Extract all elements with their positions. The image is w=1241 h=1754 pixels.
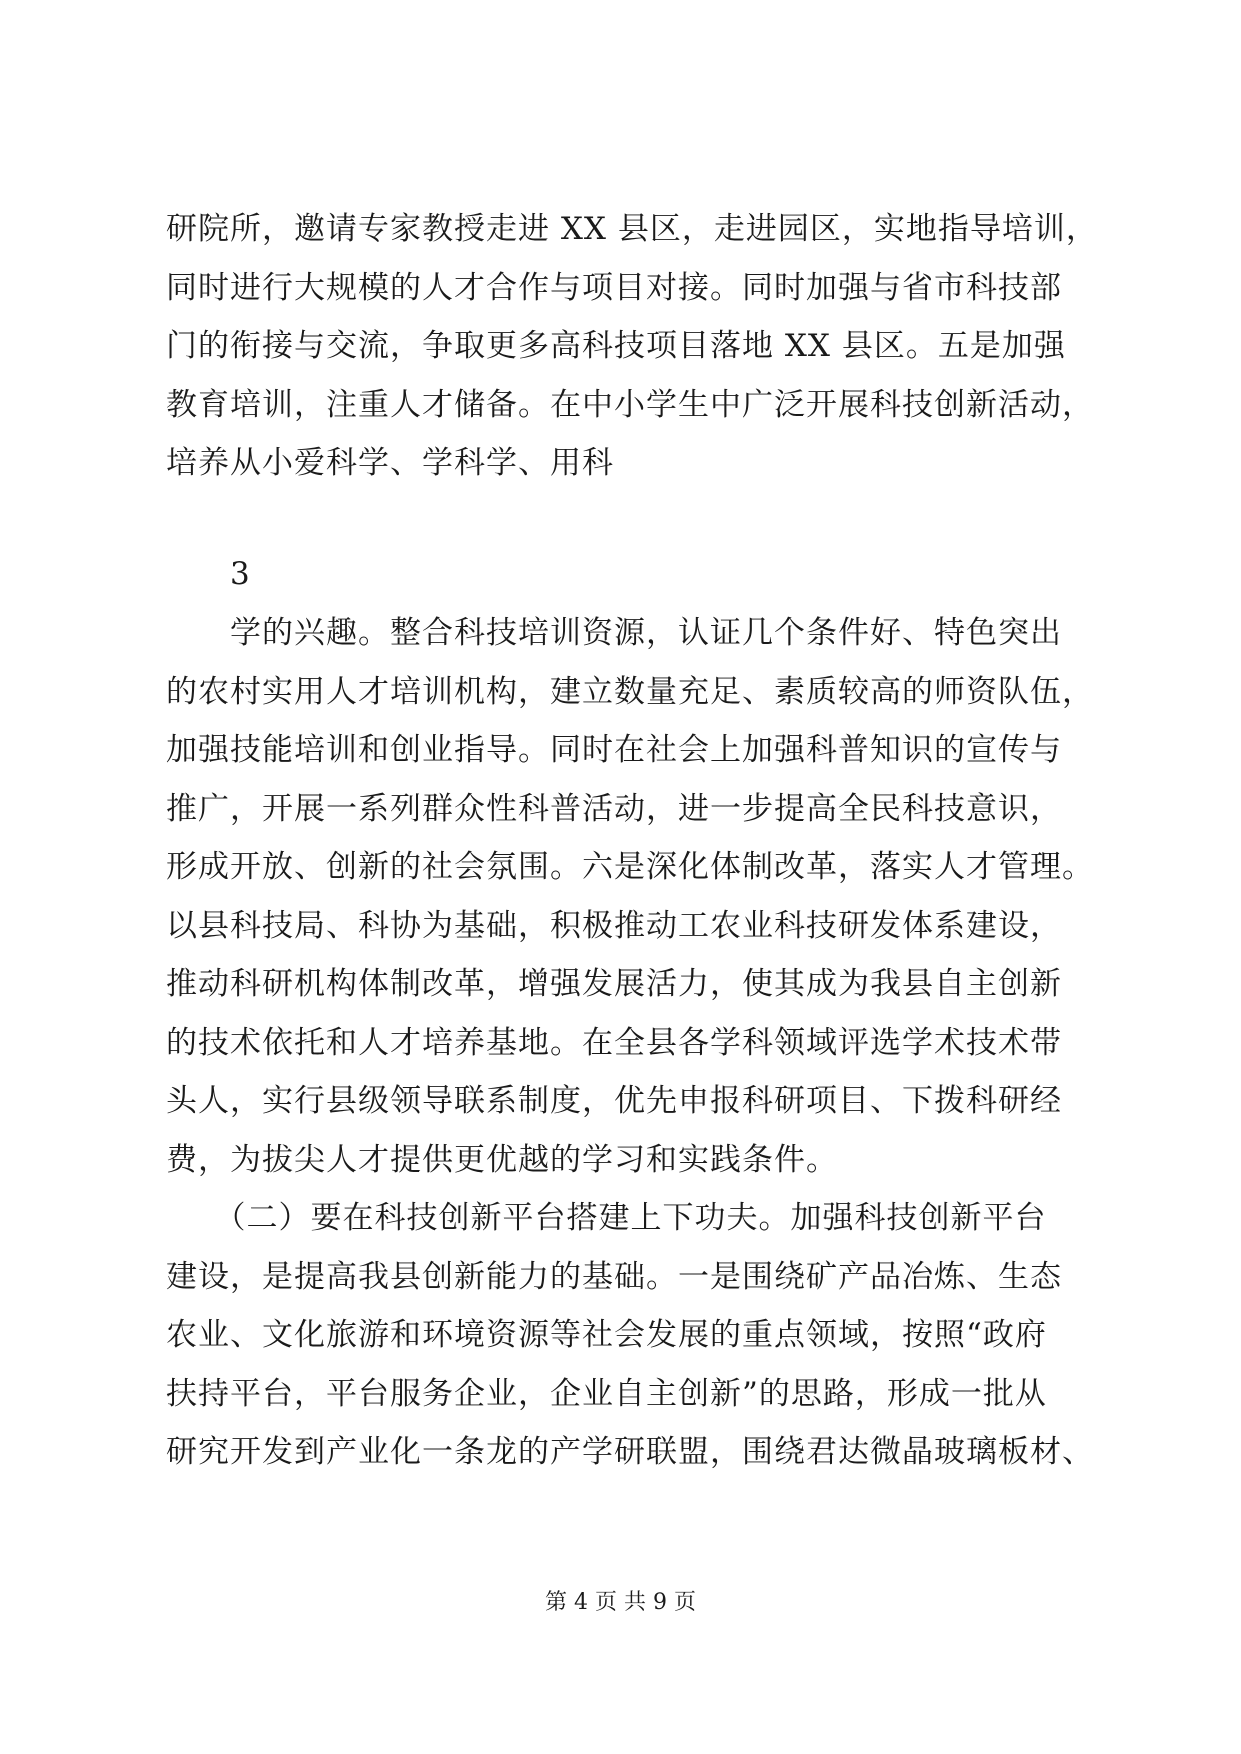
text-line: 费，为拔尖人才提供更优越的学习和实践条件。 xyxy=(166,1141,838,1178)
text-line: 研究开发到产业化一条龙的产学研联盟，围绕君达微晶玻璃板材、 xyxy=(166,1434,1094,1470)
text-line: 教育培训，注重人才储备。在中小学生中广泛开展科技创新活动， xyxy=(166,386,1094,423)
text-line: 培养从小爱科学、学科学、用科 xyxy=(166,445,614,481)
paragraph-block-1 xyxy=(166,200,1098,493)
text-line: 形成开放、创新的社会氛围。六是深化体制改革，落实人才管理。 xyxy=(166,849,1094,885)
text-line: 建设，是提高我县创新能力的基础。一是围绕矿产品冶炼、生态 xyxy=(166,1258,1062,1295)
text-line: 加强技能培训和创业指导。同时在社会上加强科普知识的宣传与 xyxy=(166,732,1062,768)
text-line: 推动科研机构体制改革，增强发展活力，使其成为我县自主创新 xyxy=(166,966,1062,1002)
text-line: 学的兴趣。整合科技培训资源，认证几个条件好、特色突出 xyxy=(166,615,1062,651)
page-footer: 第 4 页 共 9 页 xyxy=(545,1590,696,1615)
inline-page-number: 3 xyxy=(230,556,250,592)
text-line: 扶持平台，平台服务企业，企业自主创新”的思路，形成一批从 xyxy=(166,1375,1047,1412)
text-line: 的农村实用人才培训机构，建立数量充足、素质较高的师资队伍， xyxy=(166,673,1094,710)
text-line: 门的衔接与交流，争取更多高科技项目落地 XX 县区。五是加强 xyxy=(166,328,1066,364)
text-line: 头人，实行县级领导联系制度，优先申报科研项目、下拨科研经 xyxy=(166,1083,1062,1119)
text-line: 以县科技局、科协为基础，积极推动工农业科技研发体系建设， xyxy=(166,907,1062,944)
text-line: 研院所，邀请专家教授走进 XX 县区，走进园区，实地指导培训， xyxy=(166,211,1098,247)
text-line: 的技术依托和人才培养基地。在全县各学科领域评选学术技术带 xyxy=(166,1024,1062,1061)
paragraph-block-2 xyxy=(166,604,1094,1482)
text-line: 同时进行大规模的人才合作与项目对接。同时加强与省市科技部 xyxy=(166,269,1062,306)
text-line: 农业、文化旅游和环境资源等社会发展的重点领域，按照“政府 xyxy=(166,1317,1047,1353)
text-line: 推广，开展一系列群众性科普活动，进一步提高全民科技意识， xyxy=(166,790,1062,827)
text-line: （二）要在科技创新平台搭建上下功夫。加强科技创新平台 xyxy=(166,1200,1047,1236)
